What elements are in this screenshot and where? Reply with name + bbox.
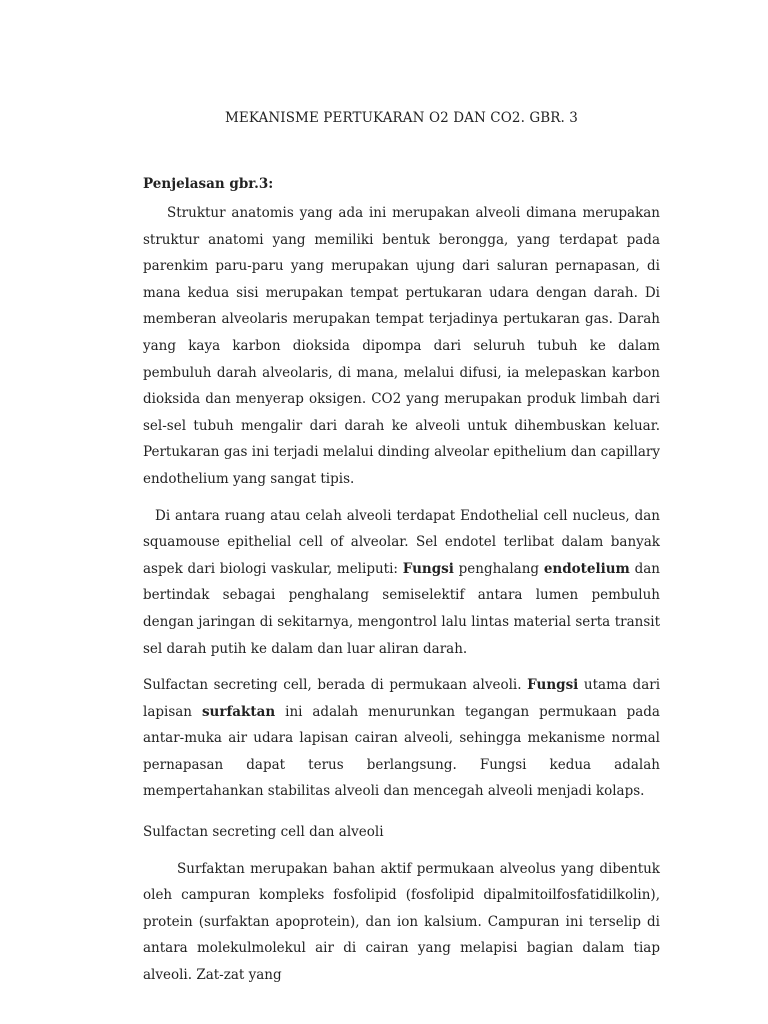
document-title: MEKANISME PERTUKARAN O2 DAN CO2. GBR. 3 — [224, 110, 578, 126]
paragraph-surfaktan: Surfaktan merupakan bahan aktif permukaan alveolus yang dibentuk oleh campuran kompleks fosfolipid (fosfolipid dipalmitoilfosfatidilkolin), protein (surfaktan apoprotein), dan ion kalsium. Campuran ini terselip di antara molekulmolekul air di cairan yang melapisi bagian dalam tiap alveoli. Zat-zat yang — [143, 860, 660, 984]
paragraph-surfactant-text-3: ini adalah menurunkan tegangan permukaan pada antar-muka air udara lapisan cairan alveoli, sehingga mekanisme normal pernapasan dapat terus berlangsung. Fungsi kedua adalah mempertahankan stabilitas alveoli dan mencegah alveoli menjadi kolaps. — [143, 703, 660, 800]
paragraph-endothelial-text-2: penghalang — [453, 560, 544, 577]
paragraph-anatomy: Struktur anatomis yang ada ini merupakan alveoli dimana merupakan struktur anatomi yang memiliki bentuk berongga, yang terdapat pada parenkim paru-paru yang merupakan ujung dari saluran pernapasan, di mana kedua sisi merupakan tempat pertukaran udara dengan darah. Di memberan alveolaris merupakan tempat terjadinya pertukaran gas. Darah yang kaya karbon dioksida dipompa dari seluruh tubuh ke dalam pembuluh darah alveolaris, di mana, melalui difusi, ia melepaskan karbon dioksida dan menyerap oksigen. CO2 yang merupakan produk limbah dari sel-sel tubuh mengalir dari darah ke alveoli untuk dihembuskan keluar. Pertukaran gas ini terjadi melalui dinding alveolar epithelium dan capillary endothelium yang sangat tipis. — [143, 205, 660, 487]
subheading-surfactant: Sulfactan secreting cell dan alveoli — [143, 824, 384, 841]
paragraph-endothelial-bold-fungsi: Fungsi — [402, 560, 454, 577]
paragraph-endothelial — [143, 503, 660, 663]
paragraph-endothelial-text-3: dan bertindak sebagai penghalang semiselektif antara lumen pembuluh dengan jaringan di sekitarnya, mengontrol lalu lintas material serta transit sel darah putih ke dalam dan luar aliran darah. — [143, 560, 660, 657]
paragraph-surfactant-text-1: Sulfactan secreting cell, berada di permukaan alveoli. — [143, 677, 528, 694]
paragraph-endothelial-text-1: Di antara ruang atau celah alveoli terdapat Endothelial cell nucleus, dan squamouse epithelial cell of alveolar. Sel endotel terlibat dalam banyak aspek dari biologi vaskular, meliputi: — [143, 507, 660, 577]
paragraph-surfactant-text-2: utama dari lapisan — [143, 677, 661, 720]
paragraph-surfactant-bold-fungsi: Fungsi — [527, 677, 579, 694]
section-heading: Penjelasan gbr.3: — [143, 176, 274, 192]
paragraph-surfactant-bold-surfaktan: surfaktan — [201, 703, 276, 720]
paragraph-surfactant-cell — [143, 672, 660, 805]
paragraph-endothelial-bold-endotelium: endotelium — [543, 560, 630, 577]
